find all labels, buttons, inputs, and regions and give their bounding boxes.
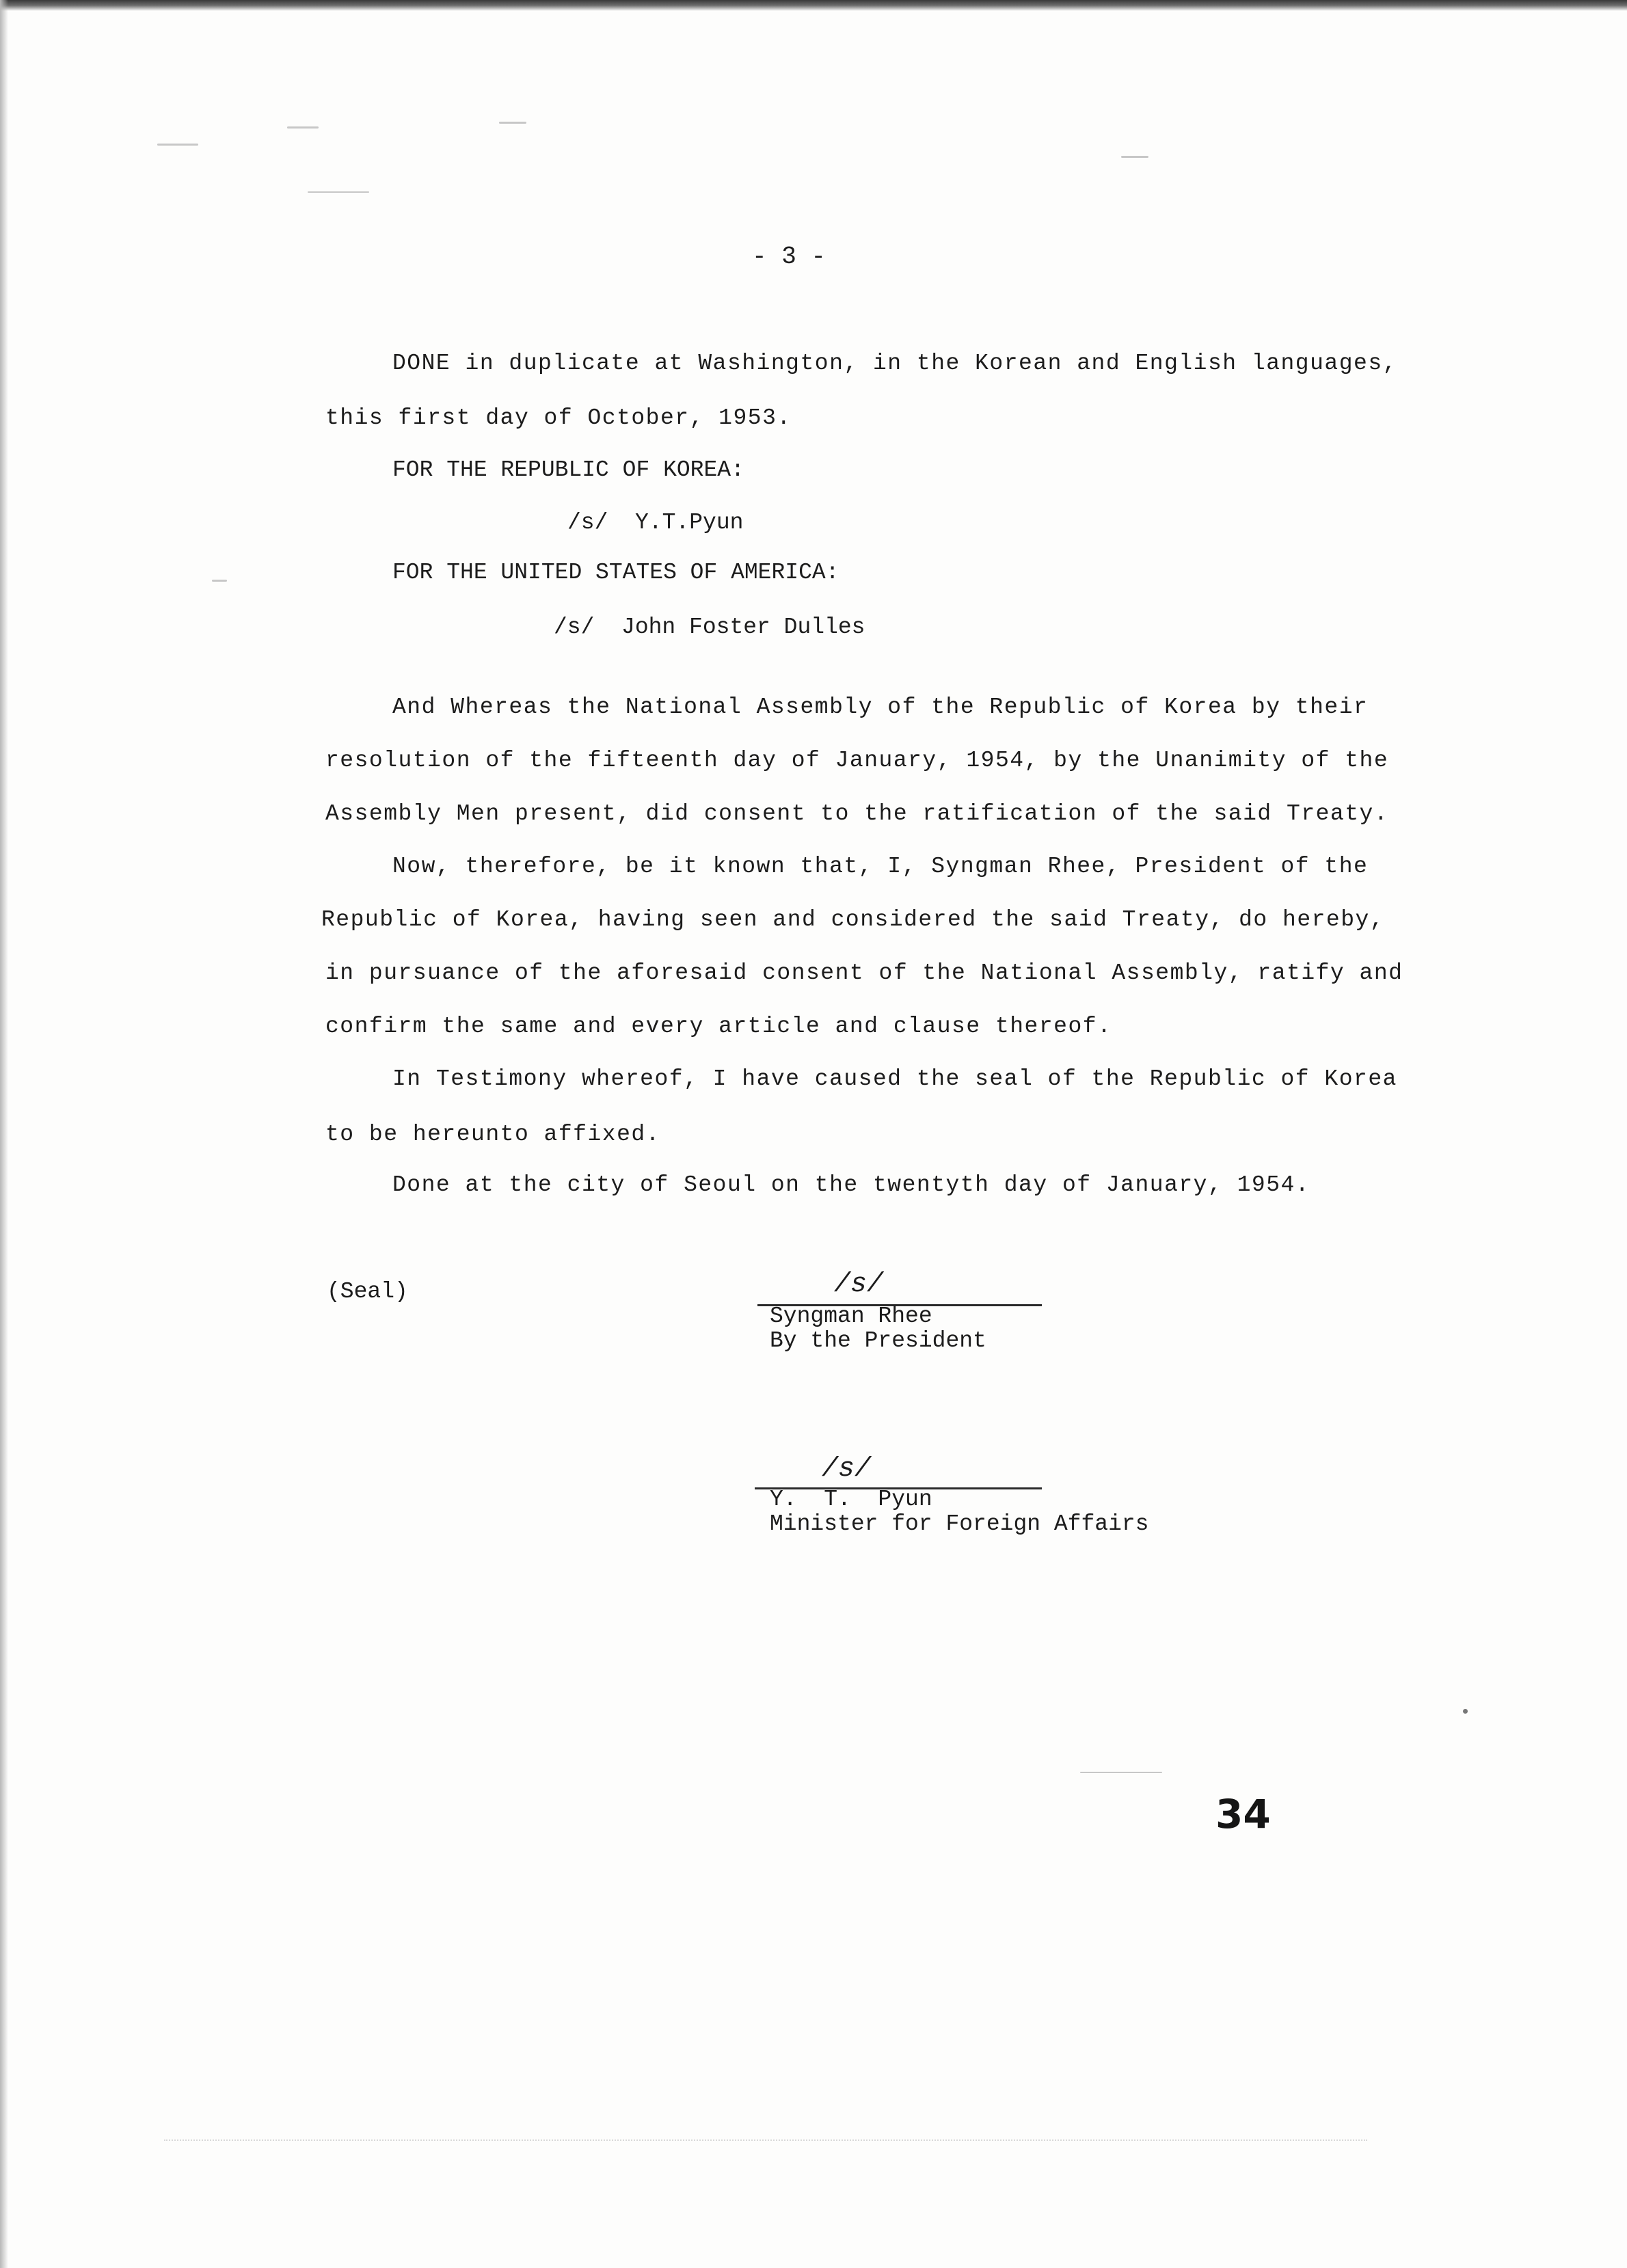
signature-mark: /s/ bbox=[822, 1454, 872, 1485]
scan-speck bbox=[287, 126, 319, 129]
now-line-2: Republic of Korea, having seen and considered the said Treaty, do hereby, bbox=[321, 907, 1385, 932]
whereas-line-3: Assembly Men present, did consent to the ratification of the said Treaty. bbox=[325, 801, 1389, 826]
scan-artifact-line bbox=[164, 2139, 1367, 2141]
scan-speck bbox=[212, 580, 227, 582]
signature-title: Minister for Foreign Affairs bbox=[770, 1511, 1149, 1537]
done-line-1: DONE in duplicate at Washington, in the Korean and English languages, bbox=[392, 351, 1397, 376]
now-line-1: Now, therefore, be it known that, I, Syngman Rhee, President of the bbox=[392, 854, 1369, 879]
done-seoul-line: Done at the city of Seoul on the twentyth day of January, 1954. bbox=[392, 1172, 1310, 1198]
scan-left-edge bbox=[0, 0, 8, 2268]
testimony-line-1: In Testimony whereof, I have caused the seal of the Republic of Korea bbox=[392, 1066, 1397, 1092]
usa-signature-line: /s/ John Foster Dulles bbox=[554, 615, 865, 640]
page-header: - 3 - bbox=[752, 243, 826, 271]
signature-name: Syngman Rhee bbox=[770, 1304, 932, 1329]
scan-speck bbox=[499, 122, 526, 124]
scan-speck bbox=[1121, 156, 1148, 158]
scan-speck bbox=[1080, 1772, 1162, 1773]
seal-label: (Seal) bbox=[327, 1279, 408, 1304]
signature-title: By the President bbox=[770, 1328, 986, 1353]
for-korea-heading: FOR THE REPUBLIC OF KOREA: bbox=[392, 457, 744, 483]
scan-top-edge bbox=[0, 0, 1627, 11]
testimony-line-2: to be hereunto affixed. bbox=[325, 1122, 660, 1147]
korea-signature-line: /s/ Y.T.Pyun bbox=[567, 510, 744, 535]
scan-speck bbox=[1463, 1709, 1468, 1714]
signature-name: Y. T. Pyun bbox=[770, 1487, 932, 1512]
now-line-4: confirm the same and every article and clause thereof. bbox=[325, 1014, 1112, 1039]
whereas-line-1: And Whereas the National Assembly of the Republic of Korea by their bbox=[392, 694, 1369, 720]
stamped-page-number: 34 bbox=[1215, 1791, 1271, 1837]
now-line-3: in pursuance of the aforesaid consent of the National Assembly, ratify and bbox=[325, 960, 1403, 986]
scan-speck bbox=[157, 144, 198, 146]
scan-speck bbox=[308, 191, 369, 193]
for-usa-heading: FOR THE UNITED STATES OF AMERICA: bbox=[392, 560, 839, 585]
whereas-line-2: resolution of the fifteenth day of January, 1954, by the Unanimity of the bbox=[325, 748, 1389, 773]
done-line-2: this first day of October, 1953. bbox=[325, 405, 792, 431]
signature-mark: /s/ bbox=[834, 1269, 884, 1300]
